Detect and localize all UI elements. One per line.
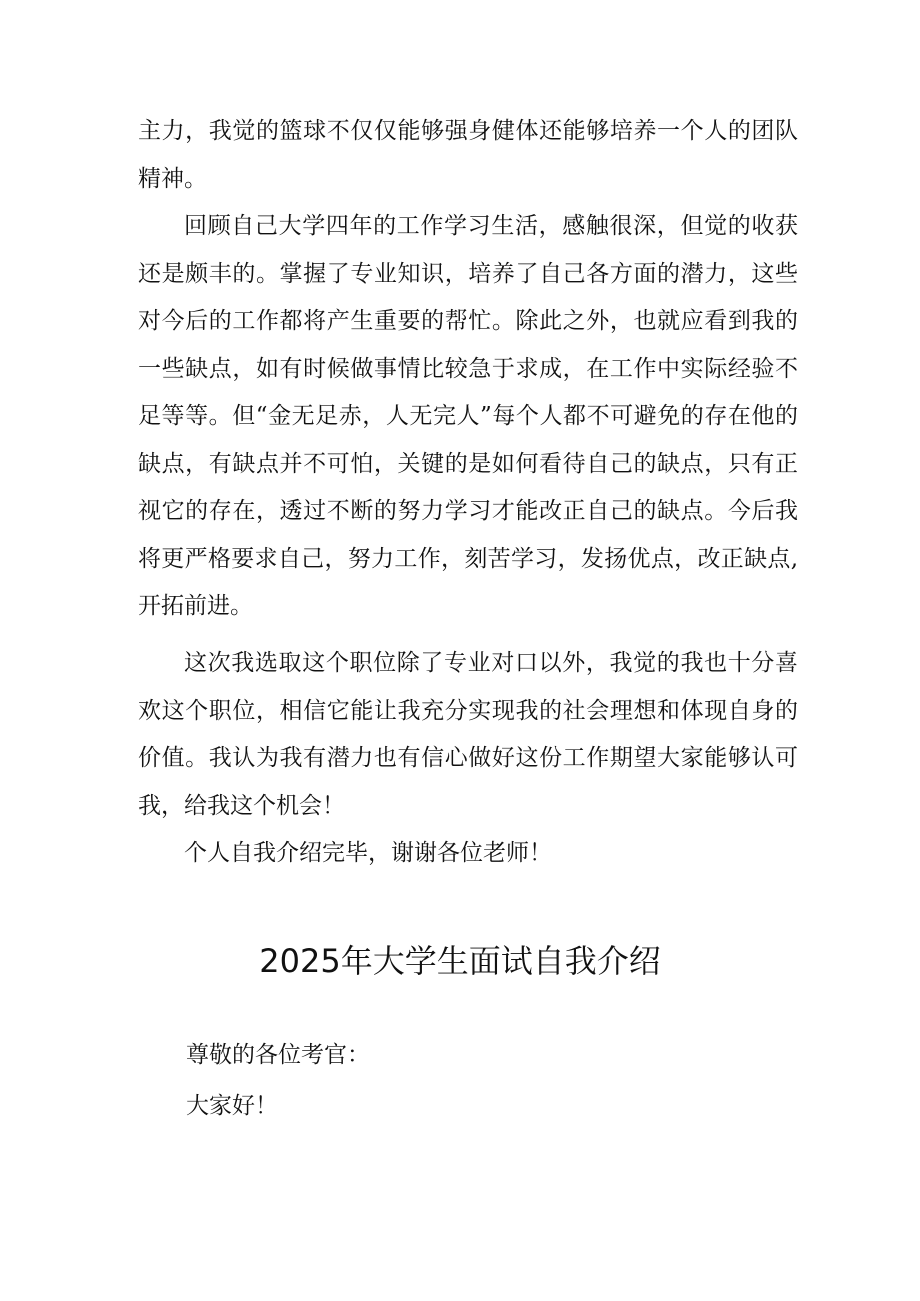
document-title: 2025年大学生面试自我介绍 <box>259 942 661 980</box>
paragraph-position-choice: 这次我选取这个职位除了专业对口以外，我觉的我也十分喜欢这个职位，相信它能让我充分实现我的社会理想和体现自身的价值。我认为我有潜力也有信心做好这份工作期望大家能够认可我，给我这个机会！ <box>138 650 798 819</box>
salutation: 尊敬的各位考官： <box>186 1042 370 1068</box>
greeting: 大家好！ <box>186 1093 278 1119</box>
paragraph-review: 回顾自己大学四年的工作学习生活，感触很深，但觉的收获还是颇丰的。掌握了专业知识，培养了自己各方面的潜力，这些对今后的工作都将产生重要的帮忙。除此之外，也就应看到我的一些缺点，如有时候做事情比较急于求成，在工作中实际经验不足等等。但“金无足赤，人无完人”每个人都不可避免的存在他的缺点，有缺点并不可怕，关键的是如何看待自己的缺点，只有正视它的存在，透过不断的努力学习才能改正自己的缺点。今后我将更严格要求自己，努力工作，刻苦学习，发扬优点，改正缺点,开拓前进。 <box>138 213 798 619</box>
paragraph-continuation: 主力，我觉的篮球不仅仅能够强身健体还能够培养一个人的团队精神。 <box>138 118 798 192</box>
paragraph-closing: 个人自我介绍完毕，谢谢各位老师！ <box>184 840 552 866</box>
